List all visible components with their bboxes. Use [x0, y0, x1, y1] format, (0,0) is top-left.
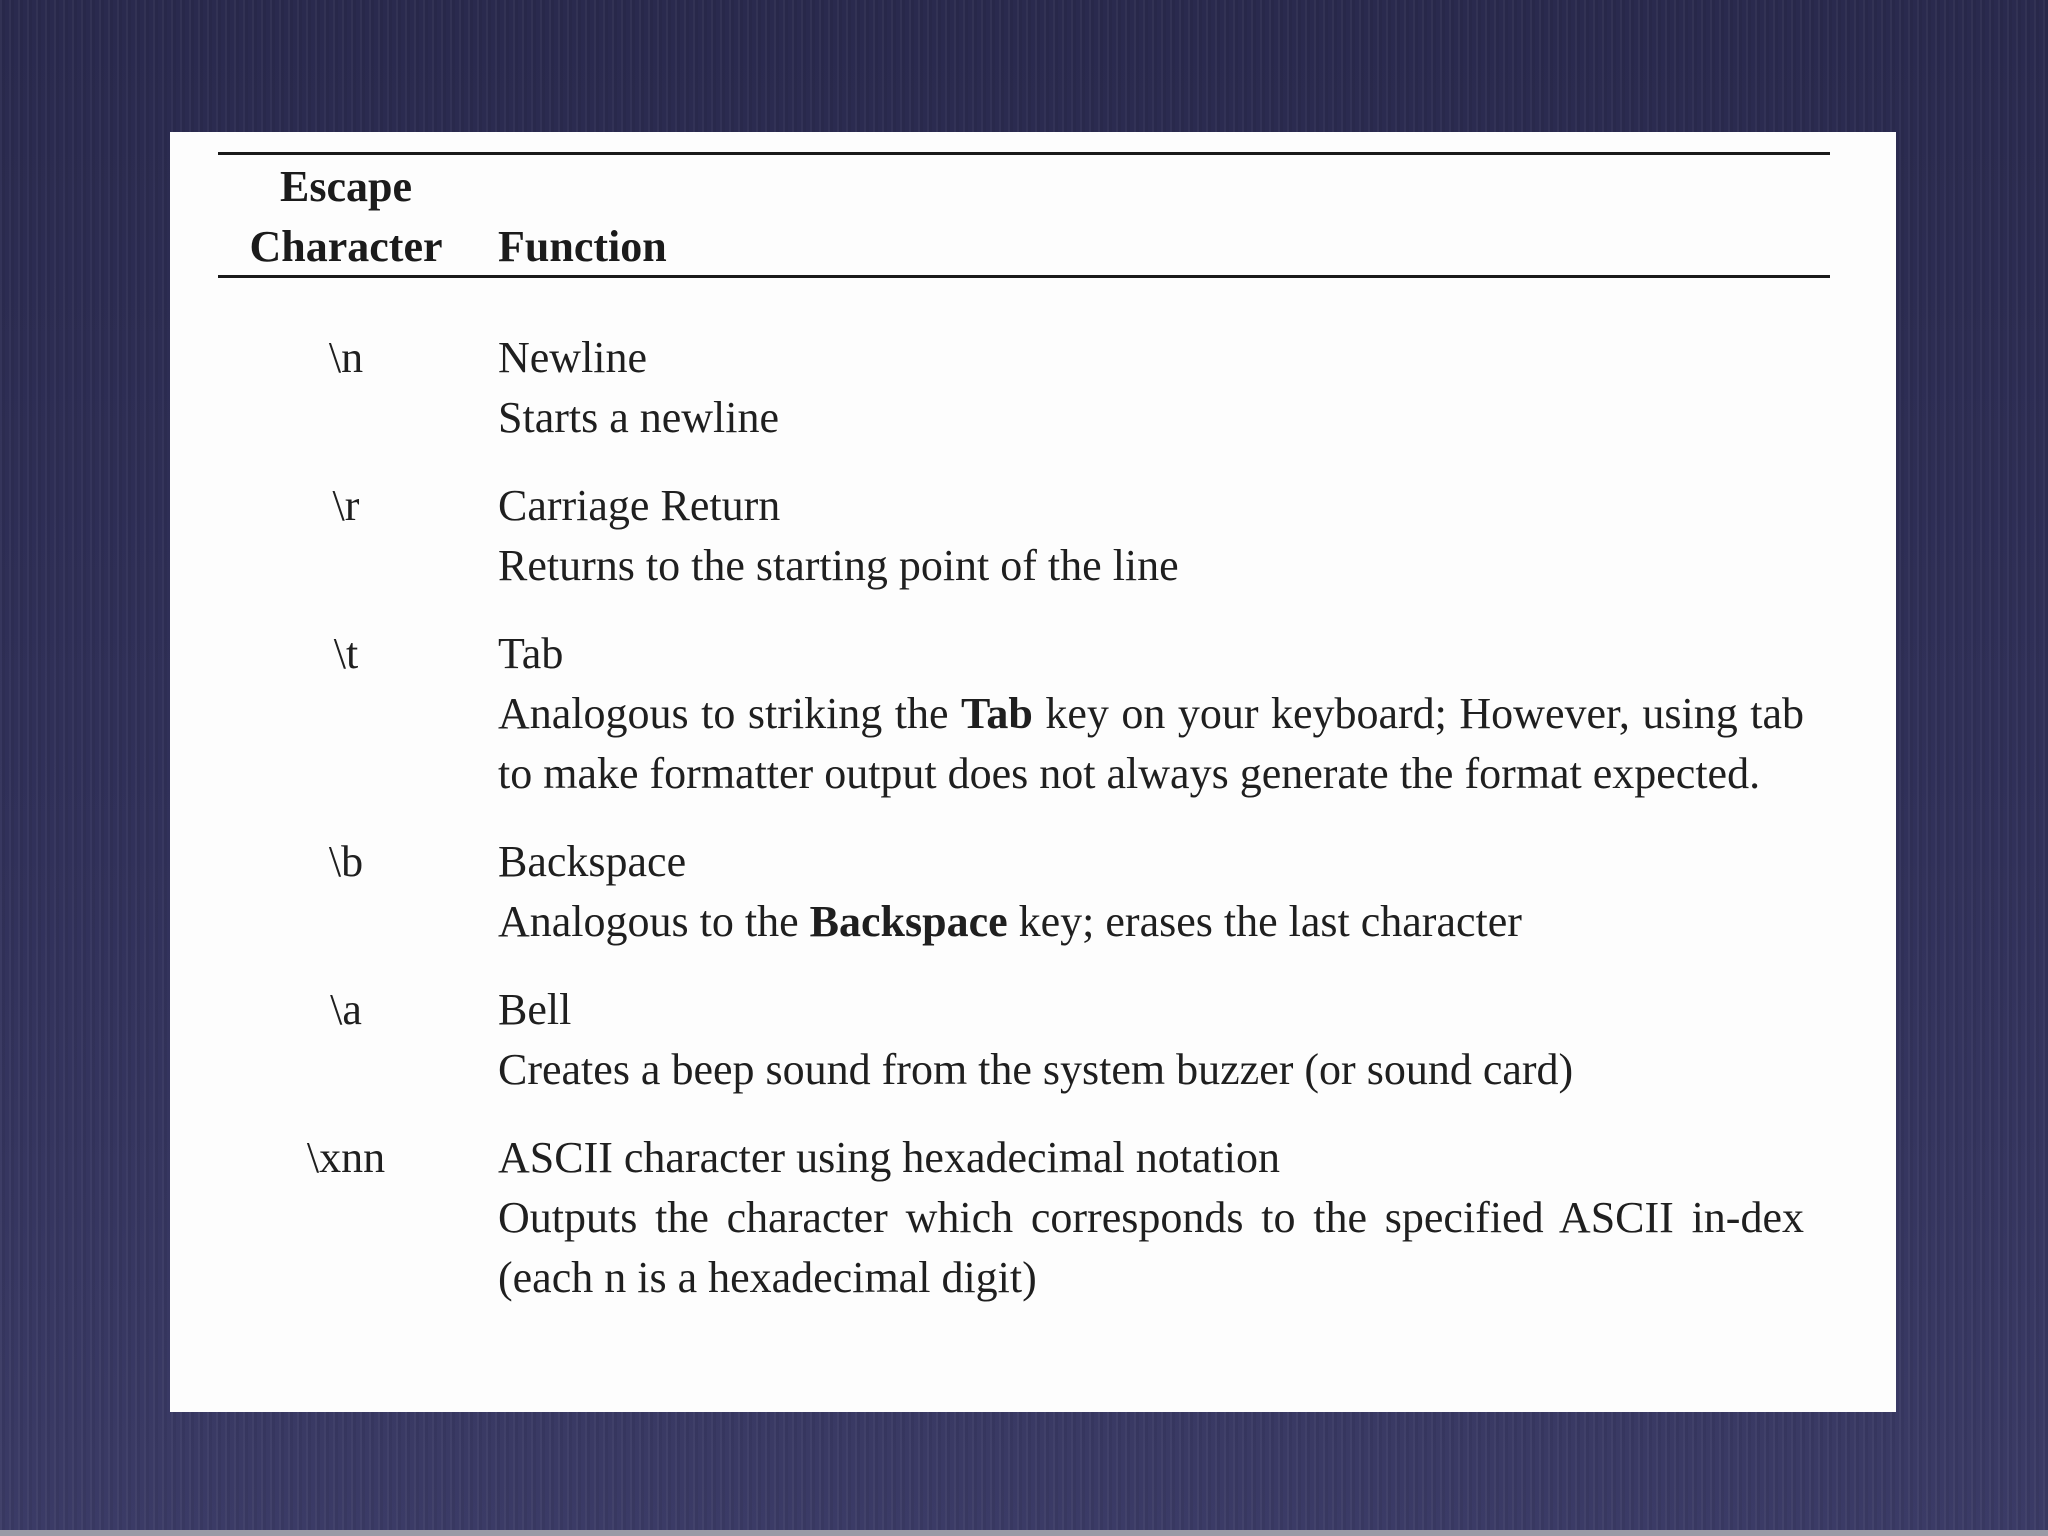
function-cell — [498, 328, 1804, 448]
header-function: Function — [498, 222, 667, 271]
function-description — [498, 892, 1804, 952]
table-row-bell — [218, 980, 1830, 1100]
escape-character-table — [218, 152, 1830, 1336]
function-description: Creates a beep sound from the system buzzer (or sound card) — [498, 1045, 1574, 1094]
description-text: Analogous to striking the — [498, 689, 962, 738]
function-title: Bell — [498, 985, 572, 1034]
escape-code: \a — [330, 985, 362, 1034]
table-body — [218, 278, 1830, 1308]
document-page — [170, 132, 1896, 1412]
function-cell — [498, 1128, 1804, 1308]
function-cell — [498, 832, 1804, 952]
description-bold-term: Backspace — [809, 897, 1008, 946]
escape-code: \t — [333, 629, 359, 678]
description-bold-term: Tab — [961, 689, 1033, 738]
table-row-tab — [218, 624, 1830, 804]
function-title: ASCII character using hexadecimal notation — [498, 1133, 1280, 1182]
function-description: Outputs the character which corresponds to the specified ASCII in-dex (each n is a hexadecimal digit) — [498, 1193, 1804, 1302]
function-description: Returns to the starting point of the line — [498, 541, 1179, 590]
description-text: key; erases the last character — [1007, 897, 1522, 946]
table-row-backspace — [218, 832, 1830, 952]
header-escape-line1: Escape — [280, 162, 412, 211]
table-row-ascii-hex — [218, 1128, 1830, 1308]
escape-code: \b — [328, 837, 364, 886]
function-title: Carriage Return — [498, 481, 781, 530]
function-description: Starts a newline — [498, 393, 780, 442]
description-text: key on your keyboard; However, using tab to make formatter output does not always generate the format expected. — [498, 689, 1804, 798]
function-title: Tab — [498, 629, 564, 678]
function-title: Newline — [498, 333, 648, 382]
escape-code: \xnn — [306, 1133, 386, 1182]
table-row-newline — [218, 328, 1830, 448]
escape-code: \r — [332, 481, 360, 530]
escape-code: \n — [328, 333, 364, 382]
table-header — [218, 155, 1830, 275]
function-cell — [498, 624, 1804, 804]
header-escape-line2: Character — [249, 222, 443, 271]
function-description — [498, 684, 1804, 804]
function-cell — [498, 476, 1804, 596]
function-title: Backspace — [498, 837, 687, 886]
table-row-carriage-return — [218, 476, 1830, 596]
bottom-edge-strip — [0, 1530, 2048, 1536]
description-text: Analogous to the — [498, 897, 810, 946]
header-escape-character — [218, 157, 474, 277]
function-cell — [498, 980, 1804, 1100]
